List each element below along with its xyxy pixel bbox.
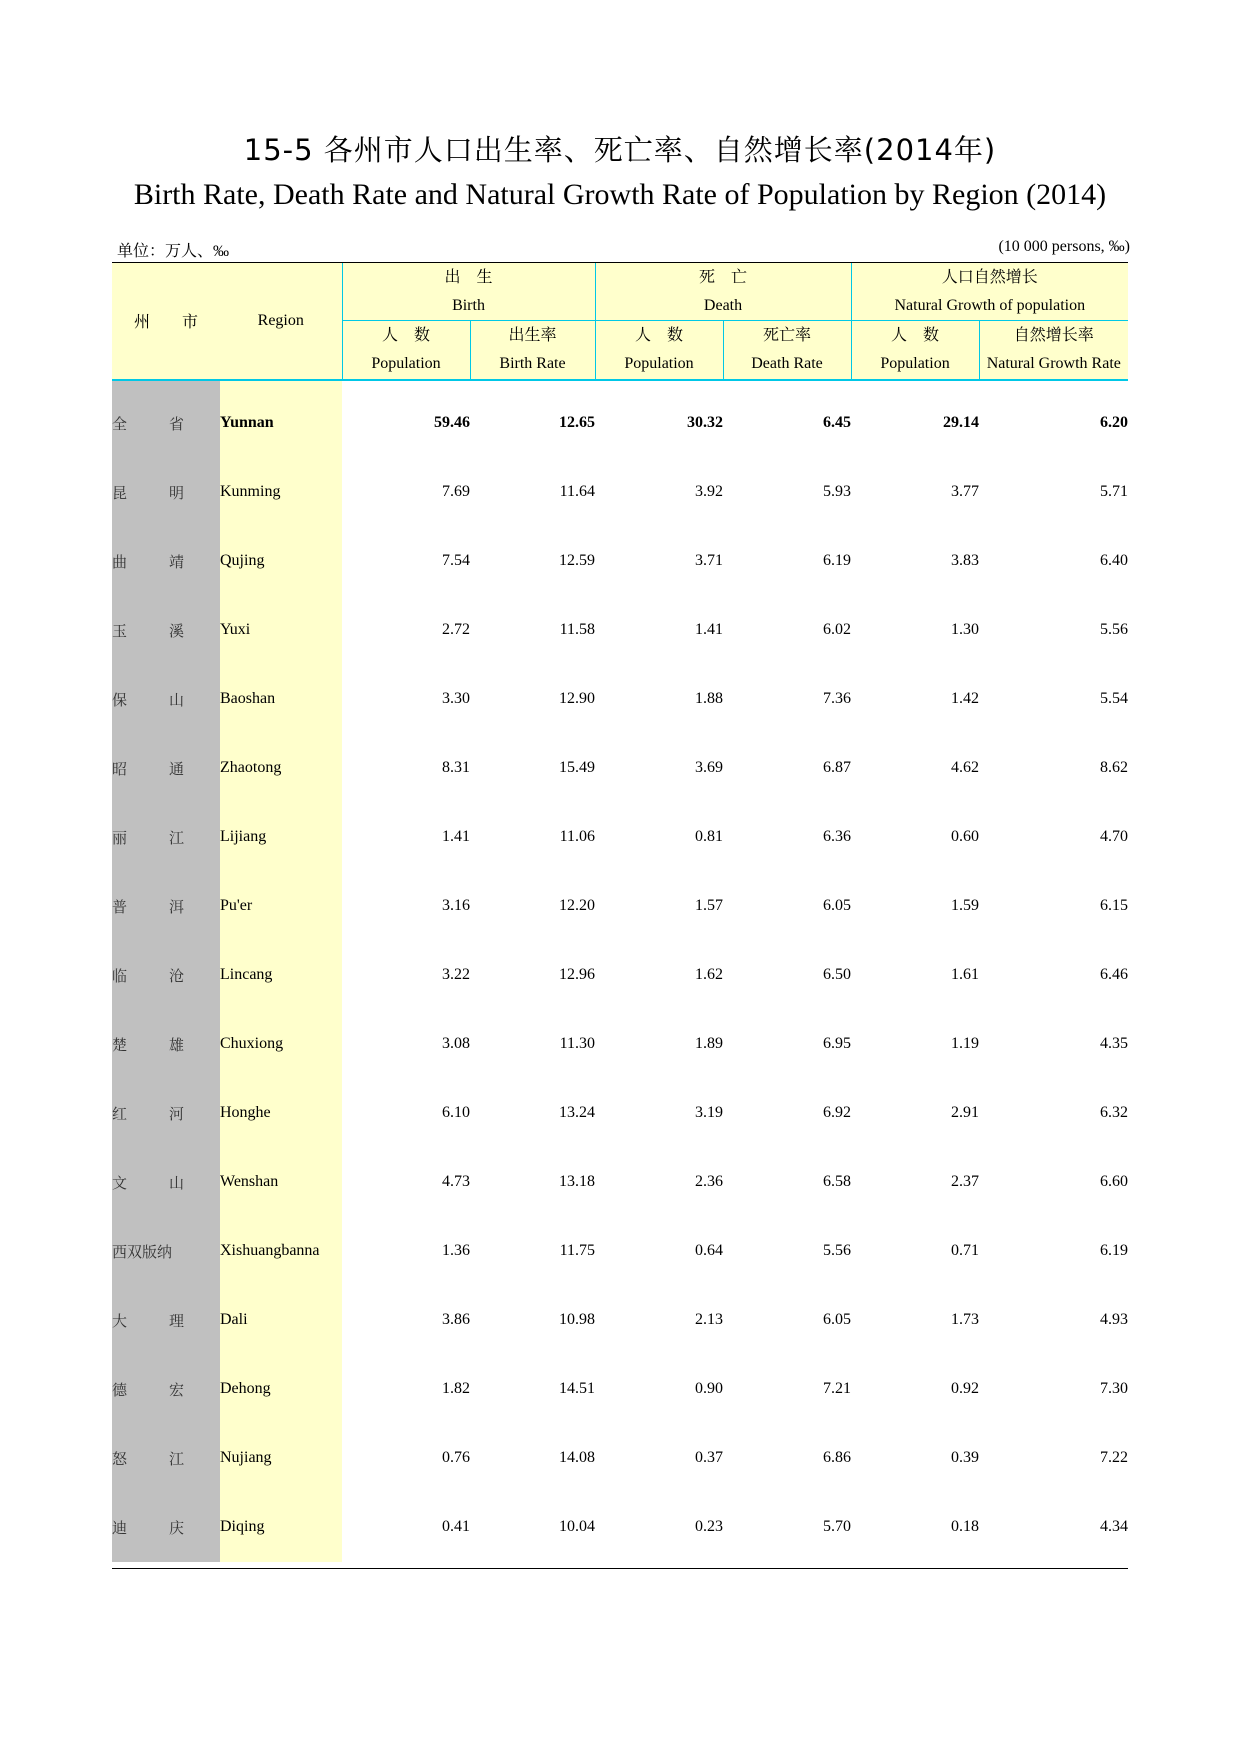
death-rate-cell: 6.36: [823, 828, 852, 845]
birth-pop-cell: 7.69: [442, 483, 470, 500]
region-cn-name: [112, 1448, 184, 1469]
region-cn-name: [112, 965, 184, 986]
header-growth-population: [851, 321, 979, 379]
birth-pop-cell: 3.30: [442, 690, 470, 707]
region-cn-char: 江: [168, 828, 184, 847]
region-cn-name: [112, 1517, 184, 1538]
birth-pop-cell: 7.54: [442, 552, 470, 569]
birth-rate-cell: 14.08: [559, 1449, 596, 1466]
region-cn-char: 普: [112, 897, 128, 916]
region-cn-name: [112, 896, 184, 917]
region-cn-char: 临: [112, 966, 128, 985]
population-rate-table: [112, 262, 1128, 1562]
birth-pop-cell: 1.82: [442, 1380, 470, 1397]
table-row: [112, 872, 1128, 941]
region-cn-char: 江: [168, 1449, 184, 1468]
death-pop-cell: 0.90: [695, 1380, 724, 1397]
region-cn-char: 溪: [168, 621, 184, 640]
death-pop-cell: 3.92: [695, 483, 724, 500]
death-pop-cell: 30.32: [687, 414, 724, 431]
header-region-cn: [112, 263, 220, 379]
growth-rate-cell: 4.35: [1100, 1035, 1129, 1052]
death-pop-cell: 0.23: [695, 1518, 724, 1535]
death-rate-cell: 6.50: [823, 966, 852, 983]
death-pop-cell: 2.13: [695, 1311, 724, 1328]
region-cn-char: 怒: [112, 1449, 128, 1468]
birth-rate-cell: 12.59: [559, 552, 596, 569]
death-pop-cell: 3.19: [695, 1104, 724, 1121]
birth-rate-cell: 11.75: [559, 1242, 596, 1259]
death-rate-cell: 5.93: [823, 483, 852, 500]
region-cn-char: 西双版纳: [112, 1242, 173, 1261]
header-death-population-cn: 人 数: [635, 326, 684, 344]
region-cn-char: 德: [112, 1380, 128, 1399]
region-en-cell: Lijiang: [220, 803, 342, 872]
growth-rate-cell: 6.60: [1100, 1173, 1129, 1190]
region-en-cell: Lincang: [220, 941, 342, 1010]
birth-rate-cell: 14.51: [559, 1380, 596, 1397]
death-rate-cell: 6.86: [823, 1449, 852, 1466]
header-region-en: [220, 263, 342, 379]
growth-rate-cell: 6.19: [1100, 1242, 1129, 1259]
growth-rate-cell: 6.20: [1100, 414, 1129, 431]
table-row: [112, 941, 1128, 1010]
header-growth-population-en: Population: [880, 354, 950, 372]
region-cn-char: 保: [112, 690, 128, 709]
header-death-cn: 死 亡: [699, 268, 748, 286]
death-pop-cell: 0.64: [695, 1242, 724, 1259]
birth-pop-cell: 59.46: [434, 414, 470, 431]
region-cn-cell: [112, 527, 220, 596]
growth-rate-cell: 4.70: [1100, 828, 1129, 845]
growth-pop-cell: 0.71: [951, 1242, 980, 1259]
region-en-cell: Diqing: [220, 1493, 342, 1562]
growth-rate-cell: 6.15: [1100, 897, 1129, 914]
region-cn-name: [112, 1241, 220, 1262]
header-birth-rate-en: Birth Rate: [499, 354, 566, 372]
region-cn-char: 雄: [168, 1035, 184, 1054]
region-cn-cell: [112, 1424, 220, 1493]
region-cn-char: 沧: [168, 966, 184, 985]
unit-label-english: (10 000 persons, ‰): [998, 238, 1130, 255]
region-cn-char: 山: [168, 1173, 184, 1192]
table-row: [112, 734, 1128, 803]
region-cn-char: 文: [112, 1173, 128, 1192]
region-cn-char: 靖: [168, 552, 184, 571]
region-en-cell: Chuxiong: [220, 1010, 342, 1079]
birth-rate-cell: 12.96: [559, 966, 596, 983]
region-cn-name: [112, 551, 184, 572]
region-cn-char: 宏: [168, 1380, 184, 1399]
region-cn-name: [112, 620, 184, 641]
region-cn-name: [112, 1034, 184, 1055]
region-en-cell: Pu'er: [220, 872, 342, 941]
region-cn-cell: [112, 1148, 220, 1217]
region-cn-char: 洱: [168, 897, 184, 916]
header-birth-cn: 出 生: [444, 268, 493, 286]
growth-rate-cell: 7.22: [1100, 1449, 1129, 1466]
table-row: [112, 1010, 1128, 1079]
table-row: [112, 1286, 1128, 1355]
growth-pop-cell: 1.61: [951, 966, 980, 983]
region-cn-cell: [112, 1493, 220, 1562]
region-en-cell: Baoshan: [220, 665, 342, 734]
death-pop-cell: 0.37: [695, 1449, 724, 1466]
region-cn-name: [112, 482, 184, 503]
region-en-cell: Dali: [220, 1286, 342, 1355]
table-top-spacer: [112, 380, 1128, 389]
birth-rate-cell: 11.58: [559, 621, 596, 638]
region-cn-name: [112, 1379, 184, 1400]
region-en-cell: Yunnan: [220, 389, 342, 458]
region-cn-char: 昭: [112, 759, 128, 778]
region-cn-char: 省: [168, 414, 184, 433]
death-rate-cell: 6.05: [823, 1311, 852, 1328]
birth-rate-cell: 10.98: [559, 1311, 596, 1328]
growth-rate-cell: 4.93: [1100, 1311, 1129, 1328]
growth-rate-cell: 6.40: [1100, 552, 1129, 569]
growth-rate-cell: 8.62: [1100, 759, 1129, 776]
growth-pop-cell: 29.14: [943, 414, 980, 431]
region-cn-name: [112, 758, 184, 779]
birth-rate-cell: 13.18: [559, 1173, 596, 1190]
region-cn-char: 昆: [112, 483, 128, 502]
region-cn-char: 理: [168, 1311, 184, 1330]
region-cn-cell: [112, 734, 220, 803]
header-growth-rate-en: Natural Growth Rate: [986, 354, 1121, 372]
death-pop-cell: 2.36: [695, 1173, 724, 1190]
growth-pop-cell: 1.73: [951, 1311, 980, 1328]
header-death-rate-en: Death Rate: [751, 354, 823, 372]
table-row: [112, 527, 1128, 596]
death-pop-cell: 1.88: [695, 690, 724, 707]
region-cn-char: 丽: [112, 828, 128, 847]
region-en-cell: Honghe: [220, 1079, 342, 1148]
region-cn-cell: [112, 1355, 220, 1424]
header-birth-population-en: Population: [371, 354, 441, 372]
region-cn-char: 大: [112, 1311, 128, 1330]
page-title-english: Birth Rate, Death Rate and Natural Growth Rate of Population by Region (2014): [133, 178, 1107, 211]
header-birth-en: Birth: [452, 296, 485, 314]
birth-rate-cell: 10.04: [559, 1518, 596, 1535]
death-pop-cell: 3.69: [695, 759, 724, 776]
growth-pop-cell: 0.60: [951, 828, 980, 845]
header-death-en: Death: [703, 296, 743, 314]
birth-pop-cell: 2.72: [442, 621, 470, 638]
region-en-cell: Dehong: [220, 1355, 342, 1424]
region-en-cell: Wenshan: [220, 1148, 342, 1217]
growth-pop-cell: 3.77: [951, 483, 980, 500]
region-cn-name: [112, 1103, 184, 1124]
region-cn-char: 玉: [112, 621, 128, 640]
region-cn-name: [112, 1310, 184, 1331]
region-cn-cell: [112, 1286, 220, 1355]
header-death-population-en: Population: [624, 354, 694, 372]
table-row: [112, 665, 1128, 734]
header-birth-rate: [470, 321, 595, 379]
birth-rate-cell: 11.30: [559, 1035, 596, 1052]
unit-label-chinese: 单位：万人、‰: [117, 243, 230, 260]
growth-pop-cell: 4.62: [951, 759, 980, 776]
header-death-rate: [723, 321, 851, 379]
region-cn-cell: [112, 1217, 220, 1286]
death-pop-cell: 1.41: [695, 621, 724, 638]
region-cn-char: 曲: [112, 552, 128, 571]
header-growth-en: Natural Growth of population: [894, 296, 1086, 314]
table-body: [112, 380, 1128, 1562]
header-death-group: [595, 263, 851, 321]
death-rate-cell: 6.02: [823, 621, 852, 638]
growth-pop-cell: 1.42: [951, 690, 980, 707]
birth-rate-cell: 12.90: [559, 690, 596, 707]
table-row: [112, 803, 1128, 872]
region-cn-cell: [112, 803, 220, 872]
death-rate-cell: 5.70: [823, 1518, 852, 1535]
table-row: [112, 1493, 1128, 1562]
birth-rate-cell: 12.65: [559, 414, 596, 431]
region-cn-cell: [112, 941, 220, 1010]
table-row: [112, 389, 1128, 458]
header-birth-population-cn: 人 数: [381, 326, 430, 344]
growth-pop-cell: 0.39: [951, 1449, 980, 1466]
header-growth-group: [851, 263, 1128, 321]
region-cn-name: [112, 413, 184, 434]
growth-rate-cell: 5.56: [1100, 621, 1129, 638]
region-cn-cell: [112, 872, 220, 941]
death-rate-cell: 6.19: [823, 552, 852, 569]
death-pop-cell: 0.81: [695, 828, 724, 845]
table-row: [112, 596, 1128, 665]
death-rate-cell: 6.58: [823, 1173, 852, 1190]
region-cn-name: [112, 689, 184, 710]
region-en-cell: Nujiang: [220, 1424, 342, 1493]
birth-pop-cell: 8.31: [442, 759, 470, 776]
birth-pop-cell: 3.08: [442, 1035, 470, 1052]
table-row: [112, 1217, 1128, 1286]
growth-rate-cell: 6.32: [1100, 1104, 1129, 1121]
birth-pop-cell: 0.41: [442, 1518, 470, 1535]
growth-rate-cell: 5.71: [1100, 483, 1129, 500]
region-cn-char: 河: [168, 1104, 184, 1123]
growth-pop-cell: 0.18: [951, 1518, 980, 1535]
region-en-cell: Zhaotong: [220, 734, 342, 803]
death-rate-cell: 6.45: [823, 414, 852, 431]
region-cn-char: 庆: [168, 1518, 184, 1537]
growth-pop-cell: 1.59: [951, 897, 980, 914]
growth-pop-cell: 0.92: [951, 1380, 980, 1397]
birth-pop-cell: 3.86: [442, 1311, 470, 1328]
region-cn-char: 明: [168, 483, 184, 502]
header-growth-rate: [979, 321, 1128, 379]
header-region-en-label: Region: [257, 311, 304, 329]
region-cn-char: 通: [168, 759, 184, 778]
growth-pop-cell: 1.19: [951, 1035, 980, 1052]
birth-pop-cell: 1.36: [442, 1242, 470, 1259]
growth-rate-cell: 4.34: [1100, 1518, 1129, 1535]
region-cn-char: 山: [168, 690, 184, 709]
birth-pop-cell: 1.41: [442, 828, 470, 845]
birth-rate-cell: 12.20: [559, 897, 596, 914]
header-growth-rate-cn: 自然增长率: [1013, 326, 1094, 344]
death-rate-cell: 6.87: [823, 759, 852, 776]
death-rate-cell: 6.05: [823, 897, 852, 914]
death-rate-cell: 5.56: [823, 1242, 852, 1259]
region-cn-name: [112, 827, 184, 848]
growth-rate-cell: 7.30: [1100, 1380, 1129, 1397]
region-en-cell: Xishuangbanna: [220, 1217, 342, 1286]
death-pop-cell: 1.62: [695, 966, 724, 983]
table-row: [112, 1424, 1128, 1493]
region-cn-cell: [112, 389, 220, 458]
region-cn-cell: [112, 1010, 220, 1079]
table-row: [112, 1355, 1128, 1424]
birth-rate-cell: 13.24: [559, 1104, 596, 1121]
growth-pop-cell: 1.30: [951, 621, 980, 638]
growth-rate-cell: 5.54: [1100, 690, 1129, 707]
death-rate-cell: 6.95: [823, 1035, 852, 1052]
page-title-chinese: 15-5 各州市人口出生率、死亡率、自然增长率(2014年): [243, 133, 997, 167]
growth-pop-cell: 2.37: [951, 1173, 980, 1190]
region-cn-cell: [112, 596, 220, 665]
table-row: [112, 1148, 1128, 1217]
birth-pop-cell: 0.76: [442, 1449, 470, 1466]
death-rate-cell: 7.21: [823, 1380, 852, 1397]
region-cn-char: 迪: [112, 1518, 128, 1537]
birth-rate-cell: 15.49: [559, 759, 596, 776]
birth-pop-cell: 4.73: [442, 1173, 470, 1190]
region-cn-cell: [112, 1079, 220, 1148]
birth-rate-cell: 11.06: [559, 828, 596, 845]
growth-pop-cell: 3.83: [951, 552, 980, 569]
death-pop-cell: 1.57: [695, 897, 724, 914]
region-en-cell: Kunming: [220, 458, 342, 527]
region-cn-char: 楚: [112, 1035, 128, 1054]
header-birth-rate-cn: 出生率: [508, 326, 557, 344]
region-cn-cell: [112, 665, 220, 734]
birth-pop-cell: 6.10: [442, 1104, 470, 1121]
region-cn-char: 红: [112, 1104, 128, 1123]
death-rate-cell: 7.36: [823, 690, 852, 707]
region-cn-cell: [112, 458, 220, 527]
header-growth-cn: 人口自然增长: [941, 268, 1038, 286]
birth-rate-cell: 11.64: [559, 483, 596, 500]
table-row: [112, 1079, 1128, 1148]
region-en-cell: Qujing: [220, 527, 342, 596]
birth-pop-cell: 3.22: [442, 966, 470, 983]
header-birth-group: [342, 263, 595, 321]
death-pop-cell: 1.89: [695, 1035, 724, 1052]
table-bottom-rule: [112, 1568, 1128, 1569]
region-cn-name: [112, 1172, 184, 1193]
birth-pop-cell: 3.16: [442, 897, 470, 914]
growth-pop-cell: 2.91: [951, 1104, 980, 1121]
growth-rate-cell: 6.46: [1100, 966, 1129, 983]
death-pop-cell: 3.71: [695, 552, 724, 569]
region-en-cell: Yuxi: [220, 596, 342, 665]
table-row: [112, 458, 1128, 527]
header-region-cn-label: 州 市: [133, 314, 198, 332]
header-death-population: [595, 321, 723, 379]
region-cn-char: 全: [112, 414, 128, 433]
header-growth-population-cn: 人 数: [891, 326, 940, 344]
death-rate-cell: 6.92: [823, 1104, 852, 1121]
header-death-rate-cn: 死亡率: [763, 326, 812, 344]
header-birth-population: [342, 321, 470, 379]
